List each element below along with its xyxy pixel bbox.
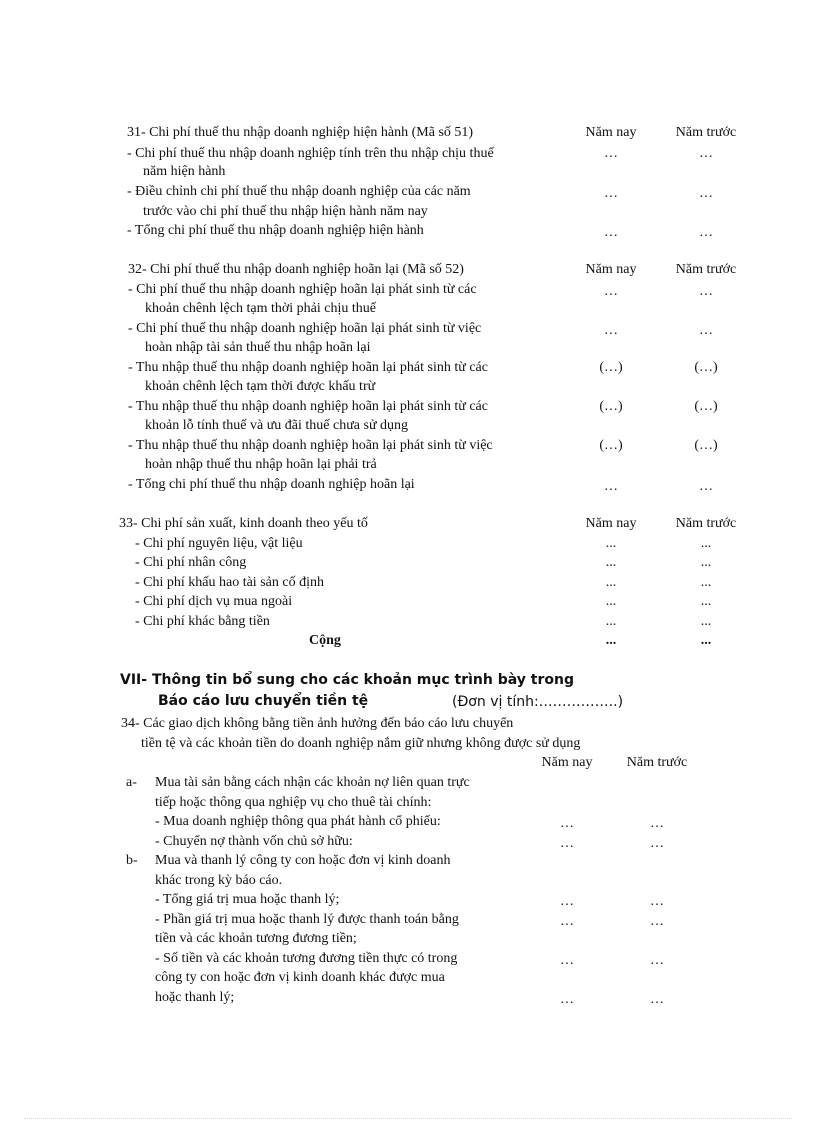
section-33-row-5-prior: ...	[700, 614, 712, 629]
section-33-row-2-label: - Chi phí nhân công	[135, 555, 247, 570]
section-32-row-2-prior: …	[699, 323, 713, 338]
section-34-col-current: Năm nay	[541, 755, 593, 770]
section-33-row-3-current: ...	[605, 575, 617, 590]
section-31-row-2-line-2: trước vào chi phí thuế thu nhập hiện hành năm nay	[143, 204, 428, 219]
section-31-row-1-line-2: năm hiện hành	[143, 164, 226, 179]
section-31-row-3-current: …	[604, 225, 618, 240]
section-32-row-3-prior: (…)	[694, 360, 718, 375]
section-34-a-item-2-prior: …	[650, 836, 664, 851]
section-34-a-marker: a-	[126, 775, 137, 790]
section-34-b-item-2-prior: …	[650, 914, 664, 929]
section-34-title-line-2: tiền tệ và các khoản tiền do doanh nghiệp nắm giữ nhưng không được sử dụng	[141, 736, 581, 751]
section-31-row-2-line-1: - Điều chỉnh chi phí thuế thu nhập doanh nghiệp của các năm	[127, 184, 471, 199]
section-32-row-4-prior: (…)	[694, 399, 718, 414]
section-34-b-marker: b-	[126, 853, 138, 868]
section-34-b-item-2-line-2: tiền và các khoản tương đương tiền;	[155, 931, 357, 946]
section-34-a-line-1: Mua tài sản bằng cách nhận các khoản nợ liên quan trực	[155, 775, 470, 790]
section-32-row-6-current: …	[604, 479, 618, 494]
section-34-a-item-2-current: …	[560, 836, 574, 851]
section-32-row-2-line-2: hoàn nhập tài sản thuế thu nhập hoãn lại	[145, 340, 371, 355]
section-33-row-3-label: - Chi phí khấu hao tài sản cố định	[135, 575, 324, 590]
section-34-a-item-1-prior: …	[650, 816, 664, 831]
section-31-row-1-prior: …	[699, 146, 713, 161]
section-34-b-line-2: khác trong kỳ báo cáo.	[155, 873, 283, 888]
section-34-a-item-1-label: - Mua doanh nghiệp thông qua phát hành cổ phiếu:	[155, 814, 441, 829]
section-32-row-1-current: …	[604, 284, 618, 299]
section-33-total-current: ...	[605, 633, 617, 648]
page-bottom-divider	[24, 1118, 792, 1119]
section-32-col-current: Năm nay	[585, 262, 637, 277]
section-31-col-prior: Năm trước	[675, 125, 737, 140]
section-33-row-2-current: ...	[605, 555, 617, 570]
section-34-b-item-1-prior: …	[650, 894, 664, 909]
section-32-row-1-prior: …	[699, 284, 713, 299]
section-34-b-item-2-current: …	[560, 914, 574, 929]
section-33-total-label: Cộng	[309, 633, 341, 648]
section-34-col-prior: Năm trước	[626, 755, 688, 770]
section-31-row-3-prior: …	[699, 225, 713, 240]
section-33-total-prior: ...	[700, 633, 712, 648]
section-34-b-item-3-prior: …	[650, 953, 664, 968]
section-34-b-item-1-line-1: - Tổng giá trị mua hoặc thanh lý;	[155, 892, 340, 907]
section-32-row-2-current: …	[604, 323, 618, 338]
section-34-a-item-2-label: - Chuyển nợ thành vốn chủ sở hữu:	[155, 834, 353, 849]
section-32-col-prior: Năm trước	[675, 262, 737, 277]
section-34-b-item-4-current: …	[560, 992, 574, 1007]
section-32-row-5-line-2: hoàn nhập thuế thu nhập hoãn lại phải trả	[145, 457, 377, 472]
section-34-b-line-1: Mua và thanh lý công ty con hoặc đơn vị kinh doanh	[155, 853, 451, 868]
section-32-row-6-prior: …	[699, 479, 713, 494]
section-31-row-2-current: …	[604, 186, 618, 201]
section-34-a-line-2: tiếp hoặc thông qua nghiệp vụ cho thuê tài chính:	[155, 795, 432, 810]
section-34-title-line-1: 34- Các giao dịch không bằng tiền ảnh hưởng đến báo cáo lưu chuyển	[121, 716, 514, 731]
section-32-row-3-line-2: khoản chênh lệch tạm thời được khấu trừ	[145, 379, 376, 394]
section-32-row-4-line-2: khoản lỗ tính thuế và ưu đãi thuế chưa sử dụng	[145, 418, 409, 433]
section-34-b-item-3-line-1: - Số tiền và các khoản tương đương tiền thực có trong	[155, 951, 458, 966]
section-33-row-5-label: - Chi phí khác bằng tiền	[135, 614, 270, 629]
section-31-title: 31- Chi phí thuế thu nhập doanh nghiệp hiện hành (Mã số 51)	[127, 125, 474, 140]
section-31-col-current: Năm nay	[585, 125, 637, 140]
section-34-b-item-3-current: …	[560, 953, 574, 968]
section-33-row-1-current: ...	[605, 536, 617, 551]
section-34-b-item-4-prior: …	[650, 992, 664, 1007]
section-32-row-3-line-1: - Thu nhập thuế thu nhập doanh nghiệp hoãn lại phát sinh từ các	[128, 360, 488, 375]
section-32-title: 32- Chi phí thuế thu nhập doanh nghiệp hoãn lại (Mã số 52)	[128, 262, 464, 277]
section-33-row-1-label: - Chi phí nguyên liệu, vật liệu	[135, 536, 303, 551]
section-31-row-2-prior: …	[699, 186, 713, 201]
section-32-row-1-line-2: khoản chênh lệch tạm thời phải chịu thuế	[145, 301, 376, 316]
section-33-col-prior: Năm trước	[675, 516, 737, 531]
section-34-b-item-1-current: …	[560, 894, 574, 909]
section-34-b-item-3-line-2: công ty con hoặc đơn vị kinh doanh khác được mua	[155, 970, 445, 985]
section-31-row-1-current: …	[604, 146, 618, 161]
section-32-row-5-current: (…)	[599, 438, 623, 453]
section-vii-heading-line-1: VII- Thông tin bổ sung cho các khoản mục trình bày trong	[120, 672, 574, 688]
section-32-row-4-line-1: - Thu nhập thuế thu nhập doanh nghiệp hoãn lại phát sinh từ các	[128, 399, 488, 414]
section-32-row-5-line-1: - Thu nhập thuế thu nhập doanh nghiệp hoãn lại phát sinh từ việc	[128, 438, 493, 453]
section-33-row-2-prior: ...	[700, 555, 712, 570]
section-34-b-item-4-line-1: hoặc thanh lý;	[155, 990, 235, 1005]
section-32-row-1-line-1: - Chi phí thuế thu nhập doanh nghiệp hoãn lại phát sinh từ các	[128, 282, 477, 297]
section-34-b-item-2-line-1: - Phần giá trị mua hoặc thanh lý được thanh toán bằng	[155, 912, 459, 927]
section-33-row-4-prior: ...	[700, 594, 712, 609]
section-33-row-5-current: ...	[605, 614, 617, 629]
section-31-row-1-line-1: - Chi phí thuế thu nhập doanh nghiệp tính trên thu nhập chịu thuế	[127, 146, 494, 161]
section-33-row-3-prior: ...	[700, 575, 712, 590]
section-vii-heading-line-2: Báo cáo lưu chuyển tiền tệ	[158, 693, 369, 709]
section-33-col-current: Năm nay	[585, 516, 637, 531]
section-31-row-3-line-1: - Tổng chi phí thuế thu nhập doanh nghiệp hiện hành	[127, 223, 424, 238]
section-33-title: 33- Chi phí sản xuất, kinh doanh theo yếu tố	[119, 516, 368, 531]
section-32-row-4-current: (…)	[599, 399, 623, 414]
section-32-row-2-line-1: - Chi phí thuế thu nhập doanh nghiệp hoãn lại phát sinh từ việc	[128, 321, 482, 336]
section-33-row-4-label: - Chi phí dịch vụ mua ngoài	[135, 594, 293, 609]
section-32-row-3-current: (…)	[599, 360, 623, 375]
section-vii-unit: (Đơn vị tính:……………..)	[452, 694, 624, 710]
section-33-row-4-current: ...	[605, 594, 617, 609]
section-34-a-item-1-current: …	[560, 816, 574, 831]
section-33-row-1-prior: ...	[700, 536, 712, 551]
section-32-row-6-line-1: - Tổng chi phí thuế thu nhập doanh nghiệp hoãn lại	[128, 477, 415, 492]
section-32-row-5-prior: (…)	[694, 438, 718, 453]
